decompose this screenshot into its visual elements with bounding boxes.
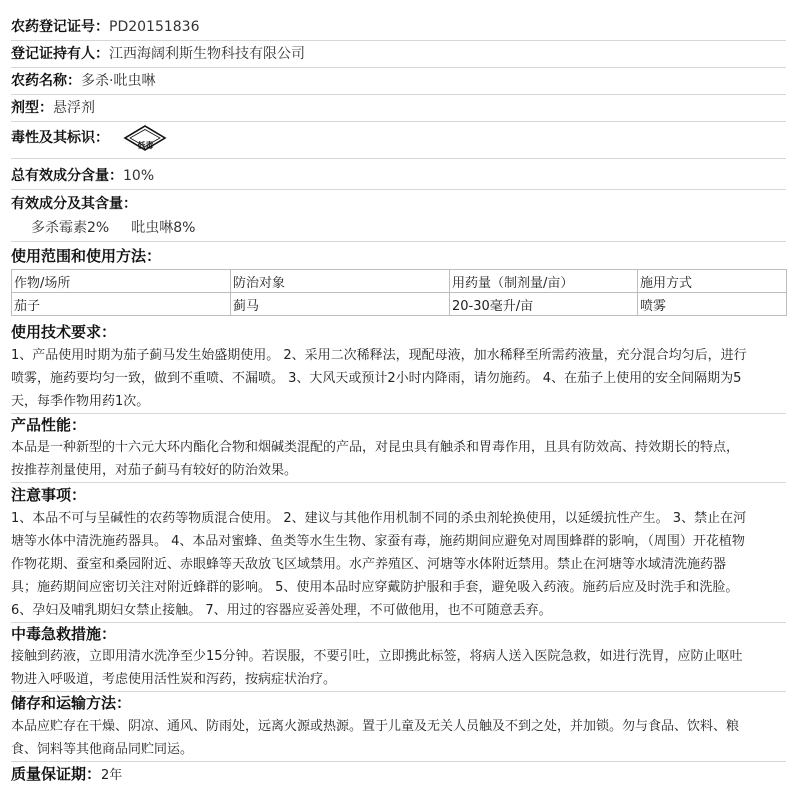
- text-line: 本品应贮存在干燥、阴凉、通风、防雨处，远离火源或热源。置于儿童及无关人员触及不到之处，并加锁。勿与食品、饮料、粮: [11, 719, 740, 734]
- text-line: 接触到药液，立即用清水洗净至少15分钟。若误服，不要引吐，立即携此标签，将病人送入医院急救，如进行洗胃，应防止呕吐: [11, 649, 743, 664]
- warranty-row: [11, 762, 786, 788]
- product-name-row: [11, 68, 786, 95]
- text-line: 按推荐剂量使用，对茄子蓟马有较好的防治效果。: [11, 463, 298, 478]
- ingredients-heading-row: [11, 191, 786, 217]
- tech-paragraph: [11, 344, 786, 414]
- table-header-cell: 作物/场所: [12, 270, 231, 293]
- tech-section-title: 使用技术要求：: [11, 323, 117, 341]
- text-line: 食、饲料等其他商品同贮同运。: [11, 742, 194, 757]
- table-header-cell: 防治对象: [231, 270, 450, 293]
- text-line: 1、产品使用时期为茄子蓟马发生始盛期使用。 2、采用二次稀释法，现配母液，加水稀释至所需药液量，充分混合均匀后，进行: [11, 348, 747, 363]
- storage-section-title: 储存和运输方法：: [11, 694, 132, 712]
- formulation-label: 剂型：: [11, 100, 53, 116]
- holder-row: [11, 41, 786, 68]
- table-cell: 茄子: [12, 293, 231, 316]
- text-line: 喷雾，施药要均匀一致，做到不重喷、不漏喷。 3、大风天或预计2小时内降雨，请勿施药。 4、在茄子上使用的安全间隔期为5: [11, 371, 742, 386]
- text-line: 作物花期、蚕室和桑园附近、赤眼蜂等天敌放飞区域禁用。水产养殖区、河塘等水体附近禁用。禁止在河塘等水域清洗施药器: [11, 557, 727, 572]
- formulation-row: [11, 95, 786, 122]
- toxicity-badge-text: 低毒: [137, 141, 154, 150]
- total-content-row: [11, 163, 786, 190]
- registration-number-value: PD20151836: [109, 19, 200, 35]
- table-row: [12, 293, 787, 316]
- total-content-label: 总有效成分含量：: [11, 168, 123, 184]
- notes-paragraph: [11, 507, 786, 623]
- formulation-value: 悬浮剂: [53, 100, 95, 116]
- total-content-value: 10%: [123, 168, 155, 184]
- holder-label: 登记证持有人：: [11, 46, 109, 62]
- firstaid-paragraph: [11, 645, 786, 692]
- table-header-cell: 施用方式: [638, 270, 787, 293]
- table-cell: 喷雾: [638, 293, 787, 316]
- storage-paragraph: [11, 715, 786, 762]
- performance-section-title: 产品性能：: [11, 416, 87, 434]
- usage-table: [11, 269, 787, 316]
- warranty-label: 质量保证期：: [11, 765, 102, 783]
- text-line: 天，每季作物用药1次。: [11, 394, 150, 409]
- text-line: 塘等水体中清洗施药器具。 4、本品对蜜蜂、鱼类等水生生物、家蚕有毒，施药期间应避免对周围蜂群的影响，（周围）开花植物: [11, 534, 745, 549]
- text-line: 1、本品不可与呈碱性的农药等物质混合使用。 2、建议与其他作用机制不同的杀虫剂轮换使用，以延缓抗性产生。 3、禁止在河: [11, 511, 747, 526]
- low-toxicity-diamond-icon: [123, 124, 167, 152]
- product-name-label: 农药名称：: [11, 73, 81, 89]
- firstaid-section-title: 中毒急救措施：: [11, 625, 117, 643]
- product-name-value: 多杀·吡虫啉: [81, 73, 156, 89]
- toxicity-label: 毒性及其标识：: [11, 130, 109, 146]
- toxicity-row: [11, 122, 786, 159]
- ingredient-2: 吡虫啉8%: [131, 220, 196, 236]
- warranty-value: 2年: [101, 768, 123, 783]
- text-line: 具；施药期间应密切关注对附近蜂群的影响。 5、使用本品时应穿戴防护服和手套，避免吸入药液。施药后应及时洗手和洗脸。: [11, 580, 739, 595]
- notes-section-title: 注意事项：: [11, 486, 87, 504]
- text-line: 6、孕妇及哺乳期妇女禁止接触。 7、用过的容器应妥善处理，不可做他用，也不可随意丢弃。: [11, 603, 552, 618]
- ingredients-label: 有效成分及其含量：: [11, 196, 137, 212]
- text-line: 本品是一种新型的十六元大环内酯化合物和烟碱类混配的产品，对昆虫具有触杀和胃毒作用，且具有防效高、持效期长的特点，: [11, 440, 740, 455]
- table-cell: 蓟马: [231, 293, 450, 316]
- holder-value: 江西海阔利斯生物科技有限公司: [109, 46, 305, 62]
- performance-paragraph: [11, 436, 786, 483]
- ingredient-1: 多杀霉素2%: [31, 220, 110, 236]
- usage-section-title: 使用范围和使用方法：: [11, 247, 162, 265]
- table-header-cell: 用药量（制剂量/亩）: [450, 270, 638, 293]
- registration-number-label: 农药登记证号：: [11, 19, 109, 35]
- text-line: 物进入呼吸道，考虑使用活性炭和泻药，按病症状治疗。: [11, 672, 337, 687]
- ingredients-values-row: [11, 215, 786, 242]
- registration-number-row: [11, 14, 786, 41]
- table-cell: 20-30毫升/亩: [450, 293, 638, 316]
- table-header-row: [12, 270, 787, 293]
